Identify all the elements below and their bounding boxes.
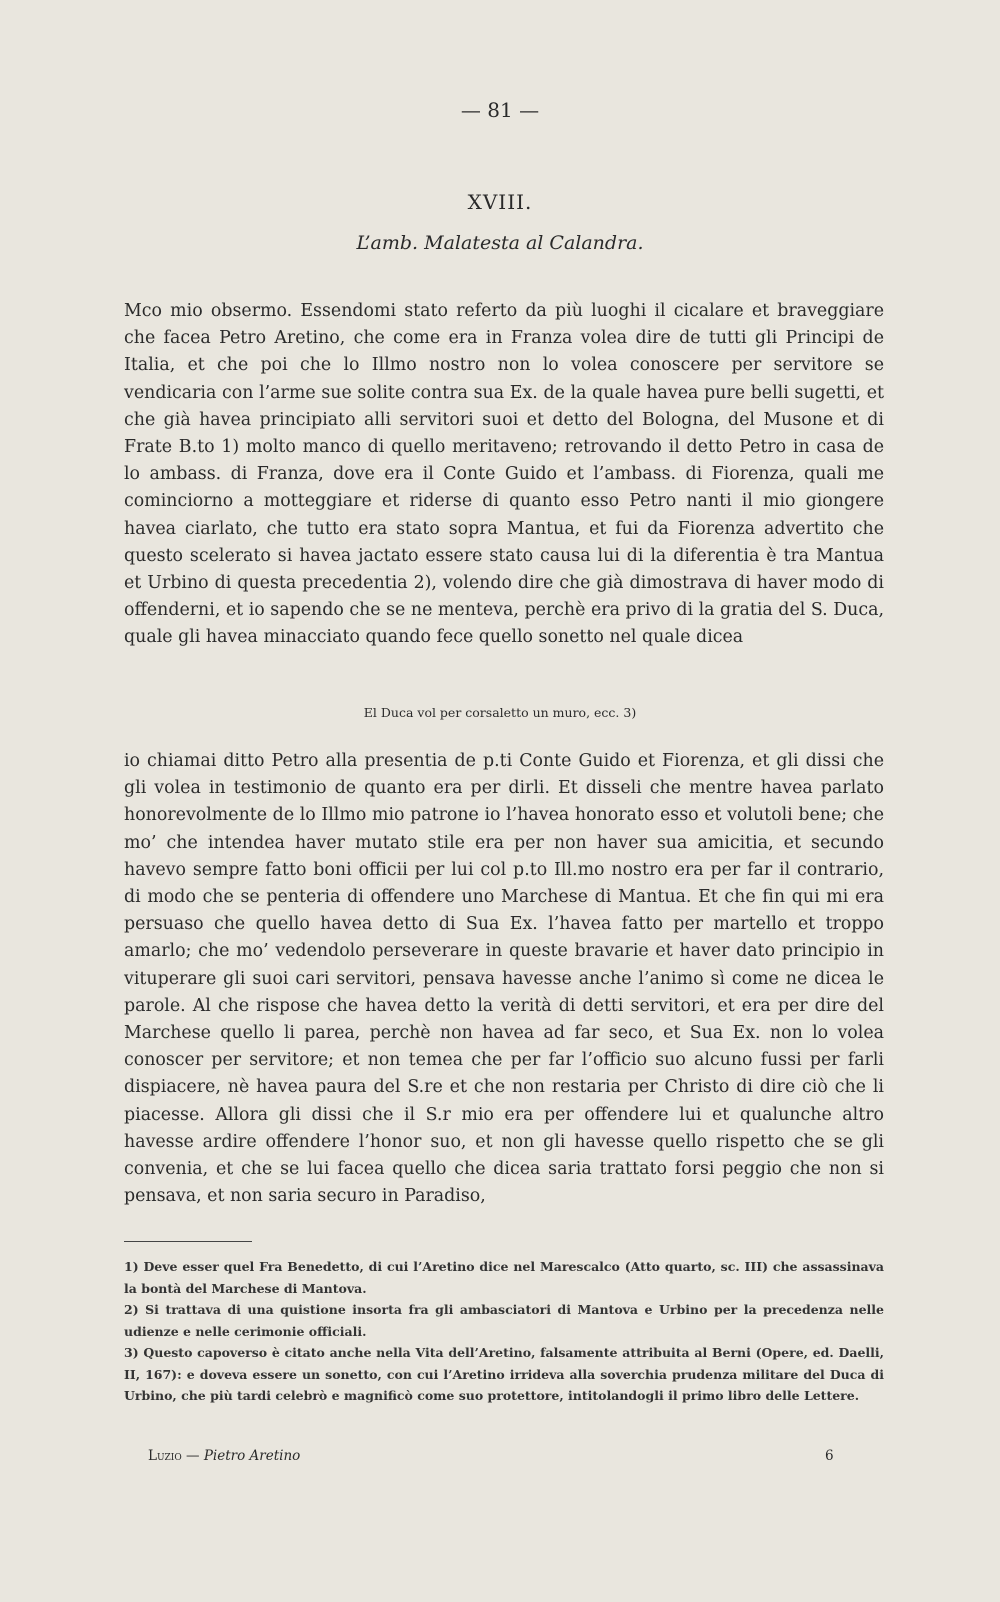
footnote-1: 1) Deve esser quel Fra Benedetto, di cui l’Aretino dice nel Marescalco (Atto quarto, sc. III) che assassinava la bontà del Marchese di Mantova. <box>124 1259 884 1296</box>
footnote-3: 3) Questo capoverso è citato anche nella Vita dell’Aretino, falsamente attribuita al Berni (Opere, ed. Daelli, II, 167): e doveva essere un sonetto, con cui l’Aretino irrideva alla soverchia prudenza militare del Duca di Urbino, che più tardi celebrò e magnificò come suo protettore, intitolandogli il primo libro delle Lettere. <box>124 1345 884 1403</box>
letter-paragraph-1: Mco mio obsermo. Essendomi stato referto da più luoghi il cicalare et braveggiare che facea Petro Aretino, che come era in Franza volea dire de tutti gli Principi de Italia, et che poi che lo Illmo nostro non lo volea conoscere per servitore se vendicaria con l’arme sue solite contra sua Ex. de la quale havea pure belli sugetti, et che già havea principiato alli servitori suoi et detto del Bologna, del Musone et di Frate B.to 1) molto manco di quello meritaveno; retrovando il detto Petro in casa de lo ambass. di Franza, dove era il Conte Guido et l’ambass. di Fiorenza, quali me cominciorno a motteggiare et riderse di quanto esso Petro nanti il mio giongere havea ciarlato, che tutto era stato sopra Mantua, et fui da Fiorenza advertito che questo scelerato si havea jactato essere stato causa lui di la diferentia è tra Mantua et Urbino di questa precedentia 2), volendo dire che già dimostrava di haver modo di offenderni, et io sapendo che se ne menteva, perchè era privo di la gratia del S. Duca, quale gli havea minacciato quando fece quello sonetto nel quale dicea <box>124 301 884 648</box>
footer-author: Luzio <box>148 1448 182 1464</box>
section-heading: XVIII. <box>467 190 533 214</box>
page-number: — 81 — <box>460 98 540 122</box>
quoted-verse: El Duca vol per corsaletto un muro, ecc. 3) <box>363 705 637 720</box>
letter-title: L’amb. Malatesta al Calandra. <box>356 232 644 254</box>
footer-dash: — <box>186 1448 200 1464</box>
letter-paragraph-2: io chiamai ditto Petro alla presentia de p.ti Conte Guido et Fiorenza, et gli dissi che gli volea in testimonio de quanto era per dirli. Et disseli che mentre havea parlato honorevolmente de lo Illmo mio patrone io l’havea honorato esso et volutoli bene; che mo’ che intendea haver mutato stile era per non haver sua amicitia, et secundo havevo sempre fatto boni officii per lui col p.to Ill.mo nostro era per far il contrario, di modo che se penteria di offendere uno Marchese di Mantua. Et che fin qui mi era persuaso che quello havea detto di Sua Ex. l’havea fatto per martello et troppo amarlo; che mo’ vedendolo perseverare in queste bravarie et haver dato principio in vituperare gli suoi cari servitori, pensava havesse anche l’animo sì come ne dicea le parole. Al che rispose che havea detto la verità di detti servitori, et era per dire del Marchese quello li parea, perchè non havea ad far seco, et Sua Ex. non lo volea conoscer per servitore; et non temea che per far l’officio suo alcuno fussi per farli dispiacere, nè havea paura del S.re et che non restaria per Christo di dire ciò che li piacesse. Allora gli dissi che il S.r mio era per offendere lui et qualunche altro havesse ardire offendere l’honor suo, et non gli havesse quello rispetto che se gli convenia, et che se lui facea quello che dicea saria trattato forsi peggio che non si pensava, et non saria securo in Paradiso, <box>124 751 884 1207</box>
footnote-rule <box>124 1241 252 1242</box>
footer-title: Pietro Aretino <box>203 1448 301 1464</box>
sheet-signature: 6 <box>825 1448 834 1464</box>
footnotes <box>124 1256 884 1407</box>
footnote-2: 2) Si trattava di una quistione insorta fra gli ambasciatori di Mantova e Urbino per la precedenza nelle udienze e nelle cerimonie officiali. <box>124 1302 884 1339</box>
running-footer <box>148 1448 300 1464</box>
